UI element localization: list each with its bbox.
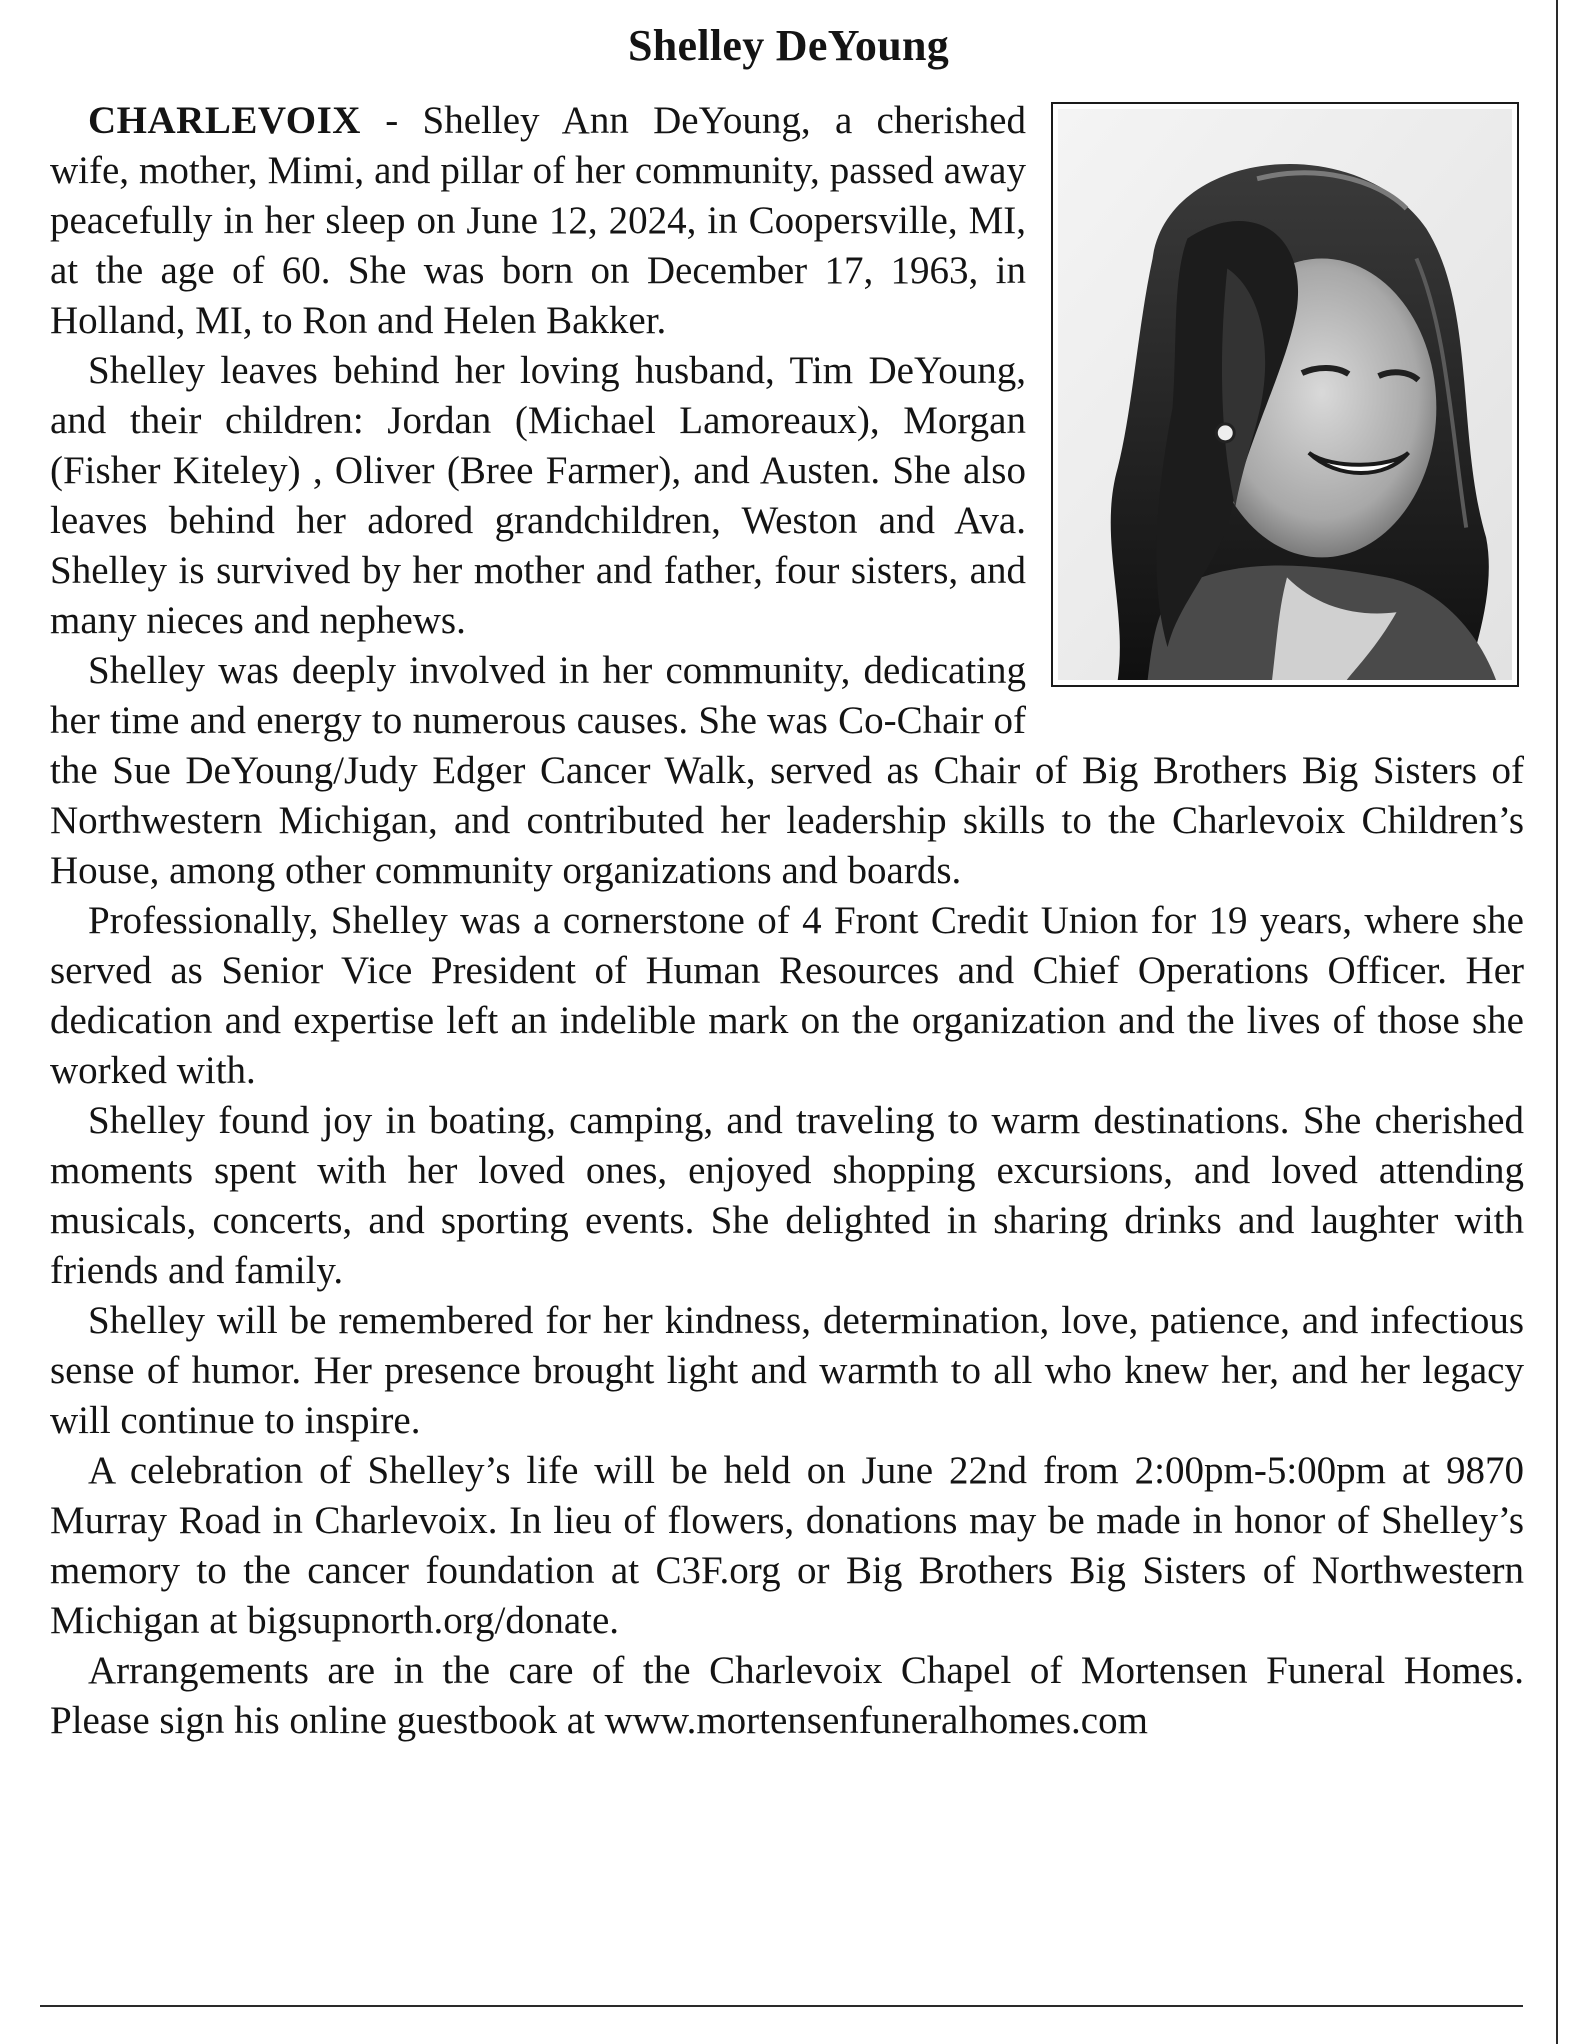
obituary-body <box>50 96 1524 1746</box>
bottom-divider <box>40 2005 1523 2007</box>
obituary-title: Shelley DeYoung <box>627 21 950 70</box>
paragraph-remembrance: Shelley will be remembered for her kindness, determination, love, patience, and infectious sense of humor. Her presence brought light and warmth to all who knew her, and her legacy will continue to inspire. <box>50 1299 1524 1442</box>
photo-float-spacer <box>1026 96 1524 716</box>
paragraph-hobbies: Shelley found joy in boating, camping, and traveling to warm destinations. She cherished moments spent with her loved ones, enjoyed shopping excursions, and loved attending musicals, concerts, and sporting events. She delighted in sharing drinks and laughter with friends and family. <box>50 1099 1524 1292</box>
paragraph-arrangements: Arrangements are in the care of the Charlevoix Chapel of Mortensen Funeral Homes. Please sign his online guestbook at www.mortensenfuneralhomes.com <box>50 1649 1524 1742</box>
paragraph-text: - Shelley Ann DeYoung, a cherished wife, mother, Mimi, and pillar of her community, passed away peacefully in her sleep on June 12, 2024, in Coopersville, MI, at the age of 60. She was born on December 17, 1963, in Holland, MI, to Ron and Helen Bakker. <box>50 99 1026 342</box>
paragraph-family: Shelley leaves behind her loving husband, Tim DeYoung, and their children: Jordan (Michael Lamoreaux), Morgan (Fisher Kiteley) , Oliver (Bree Farmer), and Austen. She also leaves behind her adored grandchildren, Weston and Ava. Shelley is survived by her mother and father, four sisters, and many nieces and nephews. <box>50 349 1026 642</box>
paragraph-celebration: A celebration of Shelley’s life will be held on June 22nd from 2:00pm-5:00pm at 9870 Murray Road in Charlevoix. In lieu of flowers, donations may be made in honor of Shelley’s memory to the cancer foundation at C3F.org or Big Brothers Big Sisters of Northwestern Michigan at bigsupnorth.org/donate. <box>50 1449 1524 1642</box>
dateline: CHARLEVOIX <box>88 99 361 142</box>
paragraph-community: Shelley was deeply involved in her community, dedicating her time and energy to numerous causes. She was Co-Chair of the Sue DeYoung/Judy Edger Cancer Walk, served as Chair of Big Brothers Big Sisters of Northwestern Michigan, and contributed her leadership skills to the Charlevoix Children’s House, among other community organizations and boards. <box>50 649 1524 892</box>
right-column-rule <box>1556 0 1558 2044</box>
paragraph-career: Professionally, Shelley was a cornerstone of 4 Front Credit Union for 19 years, where she served as Senior Vice President of Human Resources and Chief Operations Officer. Her dedication and expertise left an indelible mark on the organization and the lives of those she worked with. <box>50 899 1524 1092</box>
